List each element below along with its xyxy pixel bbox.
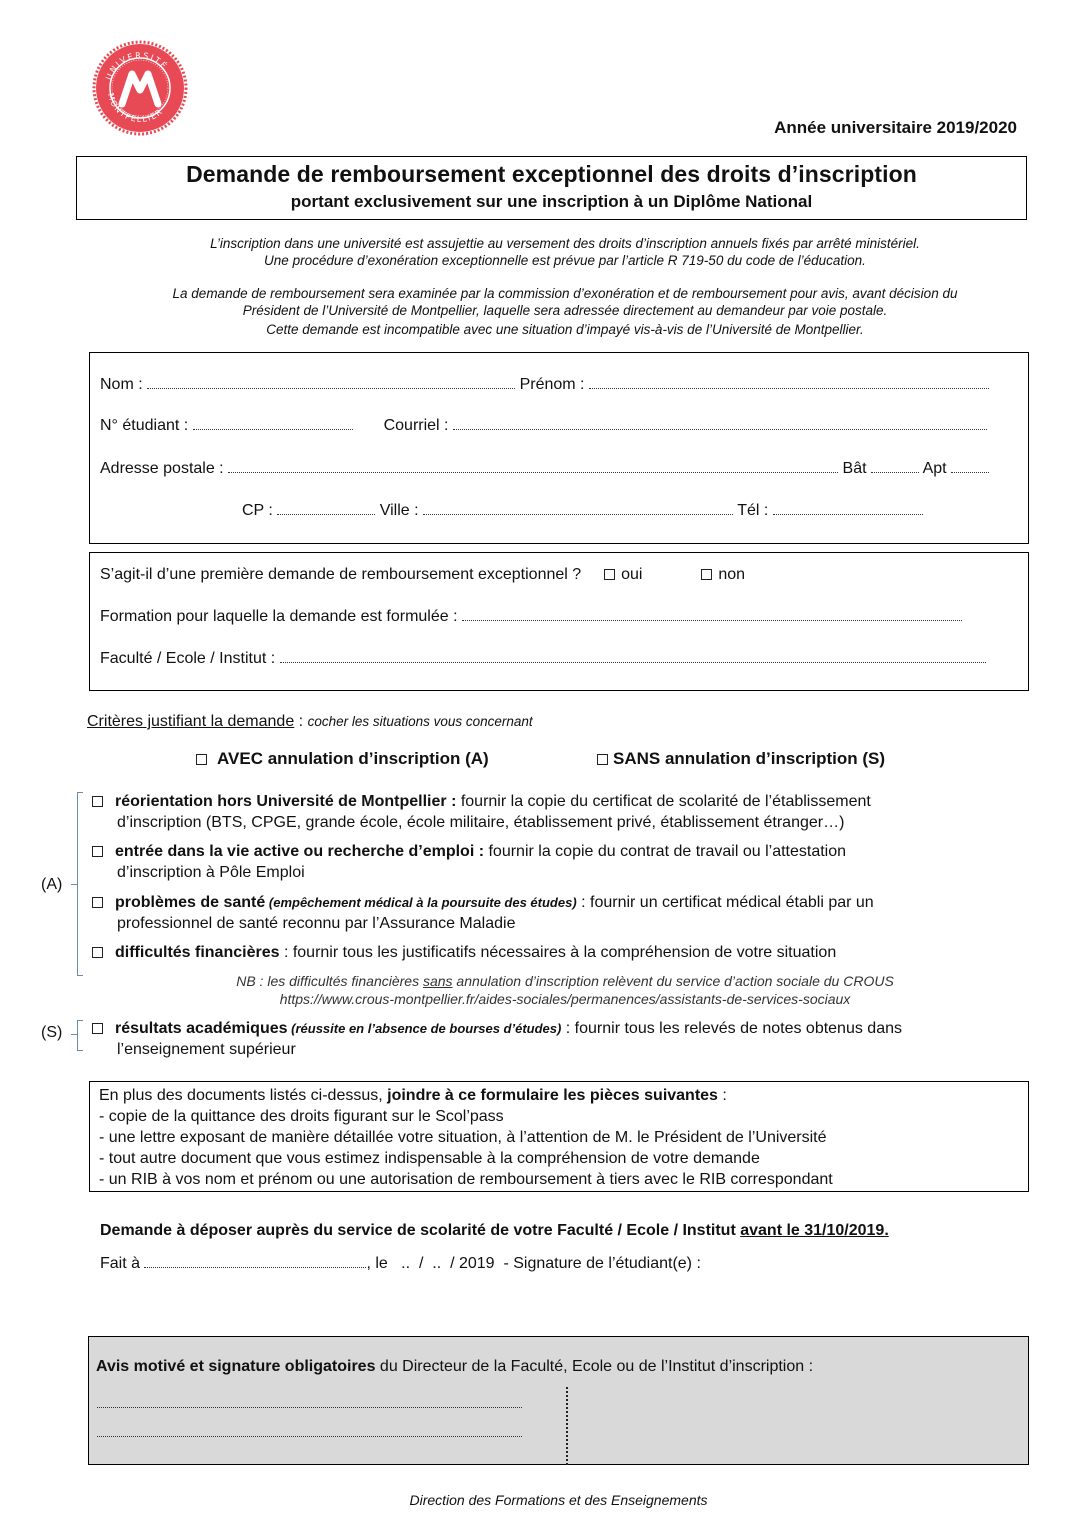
deadline: Demande à déposer auprès du service de scolarité de votre Faculté / Ecole / Institut avant le 31/10/2019. [100, 1222, 889, 1239]
document-item: - une lettre exposant de manière détaillée votre situation, à l’attention de M. le Président de l’Université [99, 1129, 827, 1146]
apt-field[interactable] [951, 472, 989, 473]
non-label: non [718, 566, 746, 583]
nb-note: NB : les difficultés financières sans annulation d’inscription relèvent du service d’action sociale du CROUS https://www.crous-montpellier.fr/aides-sociales/permanences/assistants-de-services-sociaux [100, 972, 1030, 1008]
criteria-heading-row: Critères justifiant la demande : cocher les situations vous concernant [87, 713, 533, 730]
adresse-field[interactable] [228, 472, 838, 473]
oui-label: oui [621, 566, 643, 583]
deadline-date: avant le 31/10/2019. [740, 1222, 889, 1239]
year-value: 2019 [458, 1255, 495, 1272]
footer: Direction des Formations et des Enseignements [409, 1492, 708, 1508]
fait-a-label: Fait à [100, 1255, 141, 1272]
nom-label: Nom : [100, 376, 143, 393]
director-signature-area[interactable] [579, 1387, 1019, 1462]
universite-montpellier-seal-icon [92, 40, 188, 136]
document-item: - un RIB à vos nom et prénom ou une autorisation de remboursement à tiers avec le RIB correspondant [99, 1171, 833, 1188]
tel-label: Tél : [737, 502, 769, 519]
etudiant-field[interactable] [193, 429, 353, 430]
director-approval-box: Avis motivé et signature obligatoires du Directeur de la Faculté, Ecole ou de l’Institut d’inscription : [88, 1336, 1029, 1465]
group-a-label: (A) [41, 876, 63, 893]
document-item: - tout autre document que vous estimez indispensable à la compréhension de votre demande [99, 1150, 760, 1167]
criterion-difficultes-financieres: difficultés financières : fournir tous les justificatifs nécessaires à la compréhension de votre situation [92, 942, 1022, 963]
group-s-bracket [77, 1020, 78, 1051]
cp-field[interactable] [277, 514, 375, 515]
group-s-label: (S) [41, 1024, 63, 1041]
non-checkbox[interactable] [701, 569, 712, 580]
resultats-academiques-checkbox[interactable] [92, 1023, 103, 1034]
signature-separator [566, 1387, 568, 1465]
sante-checkbox[interactable] [92, 897, 103, 908]
sans-option[interactable]: SANS annulation d’inscription (S) [597, 749, 885, 769]
sans-checkbox[interactable] [597, 754, 608, 765]
criterion-reorientation: réorientation hors Université de Montpellier : fournir la copie du certificat de scolarité de l’établissement d’inscription (BTS, CPGE, grande école, école militaire, établissement privé, établissement étranger…) [92, 791, 1022, 833]
avec-checkbox[interactable] [196, 754, 207, 765]
identity-section [89, 352, 1029, 544]
tel-field[interactable] [773, 514, 923, 515]
courriel-label: Courriel : [383, 417, 449, 434]
ville-label: Ville : [379, 502, 419, 519]
cp-label: CP : [242, 502, 273, 519]
page-title: Demande de remboursement exceptionnel des droits d’inscription [186, 161, 917, 187]
avis-line-1[interactable] [97, 1407, 522, 1408]
month-field[interactable]: .. [432, 1255, 442, 1272]
difficultes-financieres-checkbox[interactable] [92, 947, 103, 958]
oui-checkbox[interactable] [604, 569, 615, 580]
first-request-question: S’agit-il d’une première demande de remboursement exceptionnel ? [100, 566, 582, 583]
group-a-bracket [77, 792, 78, 976]
criterion-vie-active: entrée dans la vie active ou recherche d’emploi : fournir la copie du contrat de travail ou l’attestation d’inscription à Pôle Emploi [92, 841, 1022, 883]
apt-label: Apt [922, 460, 947, 477]
faculte-field[interactable] [280, 662, 986, 663]
bat-field[interactable] [871, 472, 919, 473]
ville-field[interactable] [423, 514, 733, 515]
adresse-label: Adresse postale : [100, 460, 224, 477]
nom-field[interactable] [147, 388, 515, 389]
bat-label: Bât [842, 460, 867, 477]
prenom-label: Prénom : [519, 376, 585, 393]
intro-paragraph-2: La demande de remboursement sera examinée par la commission d’exonération et de remboursement pour avis, avant décision du Président de l’Université de Montpellier, laquelle sera adressée directement au demandeur par voie postale. Cette demande est incompatible avec une situation d’impayé vis-à-vis de l’Université de Montpellier. [172, 286, 958, 337]
avec-option[interactable]: AVEC annulation d’inscription (A) [196, 749, 489, 769]
criterion-resultats-academiques: résultats académiques (réussite en l’absence de bourses d’études) : fournir tous les relevés de notes obtenus dans l’enseignement supérieur [92, 1018, 1022, 1060]
signature-line: Fait à , le .. / .. / 2019 - Signature de l’étudiant(e) : [100, 1255, 701, 1272]
prenom-field[interactable] [589, 388, 989, 389]
reorientation-checkbox[interactable] [92, 796, 103, 807]
academic-year: Année universitaire 2019/2020 [774, 118, 1017, 137]
formation-section [89, 552, 1029, 691]
document-item: - copie de la quittance des droits figurant sur le Scol’pass [99, 1108, 504, 1125]
criteria-heading: Critères justifiant la demande [87, 713, 295, 730]
fait-a-field[interactable] [144, 1267, 366, 1268]
criterion-sante: problèmes de santé (empêchement médical à la poursuite des études) : fournir un certificat médical établi par un professionnel de santé reconnu par l’Assurance Maladie [92, 892, 1022, 934]
avis-line-2[interactable] [97, 1436, 522, 1437]
required-documents-box: En plus des documents listés ci-dessus, joindre à ce formulaire les pièces suivantes : - copie de la quittance des droits figurant sur le Scol’pass - une lettre exposant de manière détaillée votre situation, à l’attention de M. le Président de l’Université - tout autre document que vous estimez indispensable à la compréhension de votre demande - un RIB à vos nom et prénom ou une autorisation de remboursement à tiers avec le RIB correspondant [89, 1081, 1029, 1192]
intro-paragraph-1: L’inscription dans une université est assujettie au versement des droits d’inscription annuels fixés par arrêté ministériel. Une procédure d’exonération exceptionnelle est prévue par l’article R 719-50 du code de l’éducation. [210, 236, 920, 268]
formation-field[interactable] [462, 620, 962, 621]
faculte-label: Faculté / Ecole / Institut : [100, 650, 276, 667]
page-subtitle: portant exclusivement sur une inscription à un Diplôme National [290, 192, 813, 211]
svg-text:UNIVERSITÉ: UNIVERSITÉ [104, 50, 170, 82]
crous-link[interactable]: https://www.crous-montpellier.fr/aides-sociales/permanences/assistants-de-services-sociaux [279, 991, 851, 1007]
etudiant-label: N° étudiant : [100, 417, 189, 434]
svg-text:MONTPELLIER: MONTPELLIER [106, 92, 165, 125]
courriel-field[interactable] [453, 429, 987, 430]
vie-active-checkbox[interactable] [92, 846, 103, 857]
signature-label: - Signature de l’étudiant(e) : [503, 1255, 701, 1272]
criteria-hint: cocher les situations vous concernant [307, 714, 533, 729]
formation-label: Formation pour laquelle la demande est formulée : [100, 608, 458, 625]
day-field[interactable]: .. [401, 1255, 411, 1272]
title-box [76, 156, 1027, 220]
